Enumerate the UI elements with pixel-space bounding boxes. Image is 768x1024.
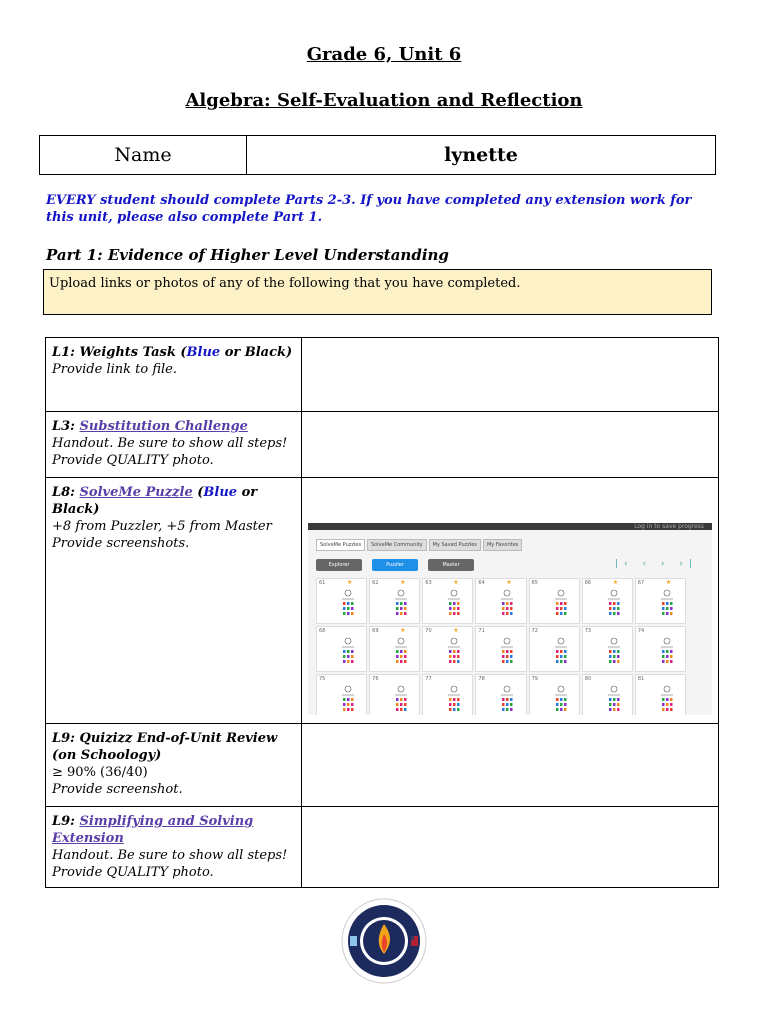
name-label: Name <box>40 136 247 174</box>
puzzle-number: 76 <box>372 676 379 682</box>
blue-label: Blue <box>203 485 238 500</box>
screenshot-tab: SolveMe Community <box>367 539 427 551</box>
puzzle-number: 81 <box>637 676 645 682</box>
tasks-table <box>45 337 719 888</box>
task-title: L9: Quizizz End-of-Unit Review <box>52 731 278 746</box>
mobile-ornament-icon <box>394 685 408 715</box>
puzzle-number: 61 <box>319 580 326 586</box>
task-score-requirement: ≥ 90% (36/40) <box>52 765 148 780</box>
mobile-ornament-icon <box>554 589 568 619</box>
screenshot-mode-button: Master <box>428 559 474 571</box>
star-icon: ★ <box>453 579 459 586</box>
document-subtitle: Algebra: Self-Evaluation and Reflection <box>185 90 583 111</box>
puzzle-thumbnail <box>582 578 633 624</box>
instructions: EVERY student should complete Parts 2-3. If you have completed any extension work for this unit, please also complete Part 1. <box>46 193 692 225</box>
screenshot-tab: SolveMe Puzzles <box>316 539 365 551</box>
mobile-ornament-icon <box>500 685 514 715</box>
puzzle-thumbnail <box>475 578 526 624</box>
task-title: L9: <box>52 814 80 829</box>
puzzle-thumbnail <box>422 626 473 672</box>
screenshot-buttons <box>316 559 474 571</box>
puzzle-number: 73 <box>584 628 592 634</box>
mobile-ornament-icon <box>341 589 355 619</box>
puzzle-thumbnail <box>582 626 633 672</box>
puzzle-thumbnail <box>475 674 526 715</box>
solveme-puzzle-link[interactable]: SolveMe Puzzle <box>79 485 193 500</box>
task-row-l9-simplifying <box>46 807 718 887</box>
part1-heading: Part 1: Evidence of Higher Level Understanding <box>46 246 449 264</box>
puzzle-number: 65 <box>531 580 538 586</box>
task-row-l9-quizizz <box>46 724 718 807</box>
task-row-l8 <box>46 478 718 724</box>
puzzle-number: 69 <box>372 628 379 634</box>
star-icon: ★ <box>347 579 353 586</box>
mobile-ornament-icon <box>554 685 568 715</box>
screenshot-mode-button: Explorer <box>316 559 362 571</box>
mobile-ornament-icon <box>607 637 621 667</box>
task-instruction: Provide screenshot. <box>52 782 183 797</box>
star-icon: ★ <box>453 627 459 634</box>
task-row-l3 <box>46 412 718 478</box>
task-instruction: Provide QUALITY photo. <box>52 453 214 468</box>
mobile-ornament-icon <box>341 685 355 715</box>
puzzle-number: 80 <box>584 676 592 682</box>
puzzle-thumbnail <box>422 578 473 624</box>
task-description <box>46 338 302 411</box>
puzzle-number: 78 <box>478 676 485 682</box>
substitution-challenge-link[interactable]: Substitution Challenge <box>79 419 248 434</box>
star-icon: ★ <box>665 579 672 586</box>
simplifying-solving-link[interactable]: Simplifying and Solving Extension <box>52 814 254 846</box>
puzzle-thumbnail <box>529 626 580 672</box>
star-icon: ★ <box>400 579 406 586</box>
mobile-ornament-icon <box>394 637 408 667</box>
upload-note: Upload links or photos of any of the following that you have completed. <box>43 269 712 315</box>
task-instruction: Handout. Be sure to show all steps! <box>52 436 288 451</box>
mobile-ornament-icon <box>447 637 461 667</box>
puzzle-number: 77 <box>425 676 432 682</box>
screenshot-topbar: Log in to save progress <box>308 523 712 530</box>
puzzle-number: 72 <box>531 628 538 634</box>
mobile-ornament-icon <box>447 589 461 619</box>
task-title-suffix: or Black) <box>52 485 258 517</box>
task-title-suffix: or Black) <box>220 345 293 360</box>
star-icon: ★ <box>400 627 406 634</box>
blue-label: Blue <box>186 345 221 360</box>
puzzle-number: 64 <box>478 580 485 586</box>
puzzle-number: 67 <box>637 580 645 586</box>
task-title: L1: Weights Task ( <box>52 345 187 360</box>
puzzle-number: 68 <box>319 628 326 634</box>
mobile-ornament-icon <box>341 637 355 667</box>
task-instruction: +8 from Puzzler, +5 from Master <box>52 519 272 534</box>
mobile-ornament-icon <box>447 685 461 715</box>
puzzle-thumbnail <box>422 674 473 715</box>
puzzle-thumbnail <box>369 578 420 624</box>
puzzle-thumbnail <box>316 626 367 672</box>
pager-arrows: |‹ ‹ › ›| <box>614 559 698 569</box>
task-answer-cell[interactable] <box>302 724 718 806</box>
puzzle-number: 62 <box>372 580 379 586</box>
puzzle-number: 70 <box>425 628 432 634</box>
puzzle-grid <box>316 578 686 715</box>
screenshot-tab: My Saved Puzzles <box>429 539 481 551</box>
star-icon: ★ <box>506 579 512 586</box>
screenshot-tabs <box>316 539 522 551</box>
task-title-line2: (on Schoology) <box>52 748 162 763</box>
puzzle-thumbnail <box>475 626 526 672</box>
mobile-ornament-icon <box>394 589 408 619</box>
puzzle-number: 66 <box>584 580 592 586</box>
puzzle-thumbnail <box>529 578 580 624</box>
puzzle-thumbnail <box>635 578 686 624</box>
task-answer-cell[interactable] <box>302 338 718 411</box>
mobile-ornament-icon <box>500 637 514 667</box>
puzzle-thumbnail <box>635 626 686 672</box>
solveme-screenshot <box>308 523 712 715</box>
task-description <box>46 478 302 723</box>
puzzle-thumbnail <box>316 578 367 624</box>
puzzle-thumbnail <box>369 674 420 715</box>
puzzle-thumbnail <box>635 674 686 715</box>
star-icon: ★ <box>612 579 619 586</box>
task-answer-cell[interactable] <box>302 807 718 887</box>
task-title-mid: ( <box>192 485 204 500</box>
puzzle-thumbnail <box>582 674 633 715</box>
name-table <box>39 135 716 175</box>
puzzle-thumbnail <box>316 674 367 715</box>
document-title: Grade 6, Unit 6 <box>306 44 462 65</box>
task-description <box>46 412 302 477</box>
puzzle-thumbnail <box>529 674 580 715</box>
task-instruction: Provide QUALITY photo. <box>52 865 214 880</box>
task-instruction: Handout. Be sure to show all steps! <box>52 848 288 863</box>
task-description <box>46 807 302 887</box>
puzzle-number: 71 <box>478 628 485 634</box>
task-answer-cell[interactable] <box>302 412 718 477</box>
mobile-ornament-icon <box>607 685 621 715</box>
puzzle-number: 75 <box>319 676 326 682</box>
puzzle-number: 74 <box>637 628 645 634</box>
puzzle-thumbnail <box>369 626 420 672</box>
school-logo <box>341 898 427 984</box>
task-title: L8: <box>52 485 80 500</box>
mobile-ornament-icon <box>607 589 621 619</box>
task-instruction: Provide screenshots. <box>52 536 190 551</box>
task-title: L3: <box>52 419 80 434</box>
screenshot-mode-button: Puzzler <box>372 559 418 571</box>
name-value[interactable]: lynette <box>444 144 518 166</box>
mobile-ornament-icon <box>500 589 514 619</box>
puzzle-number: 63 <box>425 580 432 586</box>
puzzle-number: 79 <box>531 676 538 682</box>
mobile-ornament-icon <box>554 637 568 667</box>
mobile-ornament-icon <box>660 637 674 667</box>
task-row-l1 <box>46 338 718 412</box>
task-instruction: Provide link to file. <box>52 362 177 377</box>
task-description <box>46 724 302 806</box>
screenshot-tab: My Favorites <box>483 539 522 551</box>
mobile-ornament-icon <box>660 685 674 715</box>
mobile-ornament-icon <box>660 589 674 619</box>
task-answer-cell[interactable] <box>302 478 718 723</box>
